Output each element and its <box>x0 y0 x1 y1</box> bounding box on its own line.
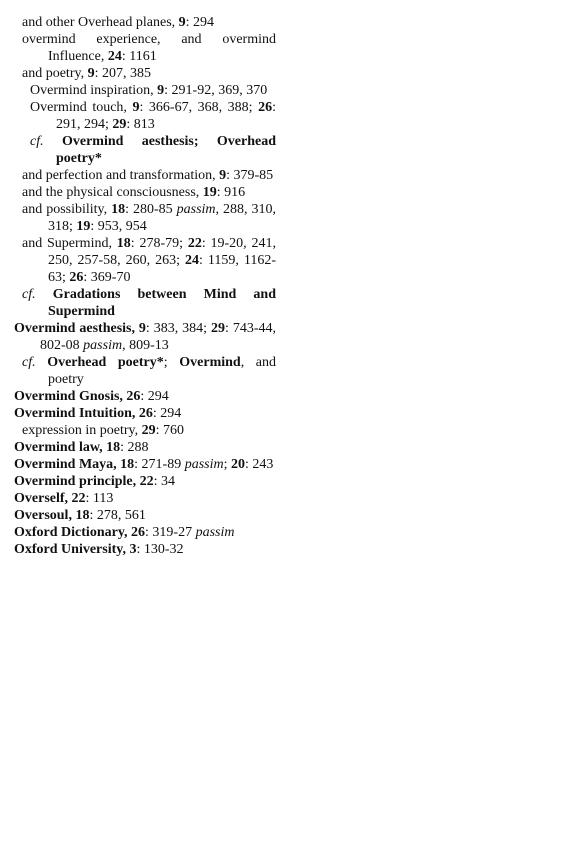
index-entry-text: 24 <box>107 49 122 64</box>
index-entry-text: Overmind aesthesis, <box>14 321 139 336</box>
index-entry-text: overmind experience, and overmind Influence, <box>22 32 276 64</box>
index-entry-text: : 288 <box>120 440 149 455</box>
index-entry <box>14 82 276 99</box>
index-entry-text: , 809-13 <box>122 338 169 353</box>
index-entry <box>14 507 276 524</box>
index-entry-text: 22 <box>187 236 202 251</box>
index-entry-text: 18 <box>111 202 126 217</box>
index-entry-text: and the physical consciousness, <box>22 185 203 200</box>
index-entry <box>14 14 276 31</box>
index-entry-text: 26 <box>131 525 146 540</box>
index-entry-text: Overmind touch, <box>30 100 133 115</box>
index-entry-text: 26 <box>126 389 141 404</box>
index-entry <box>14 490 276 507</box>
index-entry-text: Overmind Gnosis, <box>14 389 127 404</box>
index-entry-text: : 34 <box>153 474 176 489</box>
index-entry-text: Overmind principle, <box>14 474 140 489</box>
index-entry <box>14 201 276 235</box>
index-entry-text: : 953, 954 <box>90 219 147 234</box>
index-entry-text: cf. <box>22 287 36 302</box>
index-entry-text: 26 <box>69 270 84 285</box>
index-entry <box>14 31 276 65</box>
index-entry-text: Overmind Intuition, <box>14 406 139 421</box>
index-entry <box>14 286 276 320</box>
index-entry-text: passim <box>184 457 224 472</box>
index-entry-text: : 278-79; <box>130 236 188 251</box>
index-entry-text: , 288, 310, 318; <box>48 202 276 234</box>
index-entry-text: : 743-44, 802-08 <box>40 321 276 353</box>
index-entry-text: 18 <box>75 508 90 523</box>
index-entry-text: : 379-85 <box>226 168 274 183</box>
index-entry <box>14 456 276 473</box>
index-entry-text: cf. <box>22 355 36 370</box>
index-entry-text: : 291-92, 369, 370 <box>164 83 268 98</box>
index-entry-text: Overmind aesthesis; Overhead poetry* <box>43 134 276 166</box>
index-entry-text: : 369-70 <box>83 270 131 285</box>
index-entry-text: : 294 <box>185 15 215 30</box>
index-entry <box>14 235 276 286</box>
index-entry-text: 9 <box>219 168 227 183</box>
index-entry-text: : 113 <box>85 491 114 506</box>
index-entry-text: 19 <box>76 219 91 234</box>
index-entry-text: 9 <box>138 321 146 336</box>
index-entry <box>14 65 276 82</box>
index-entry <box>14 405 276 422</box>
index-entry-text: : 916 <box>216 185 246 200</box>
index-entry-text: : 294 <box>140 389 169 404</box>
index-entry-text: Gradations between Mind and Supermind <box>35 287 276 319</box>
index-entry-text: cf. <box>30 134 44 149</box>
index-entry-text: ; <box>163 355 180 370</box>
index-entry <box>14 388 276 405</box>
index-entry-text: : 130-32 <box>136 542 184 557</box>
index-entry-text: : 366-67, 368, 388; <box>139 100 259 115</box>
index-entry-text: Overmind <box>179 355 241 370</box>
index-entry-text: and perfection and transformation, <box>22 168 220 183</box>
index-entry <box>14 422 276 439</box>
index-entry-text: 29 <box>141 423 156 438</box>
index-entry-text: 9 <box>87 66 95 81</box>
index-entry-text: Oversoul, <box>14 508 76 523</box>
index-entry-text: passim <box>83 338 123 353</box>
index-entry-text: : 271-89 <box>134 457 185 472</box>
index-entry-text: 9 <box>132 100 140 115</box>
index-entry <box>14 133 276 167</box>
index-entry-text: 26 <box>258 100 273 115</box>
index-entry-text: : 243 <box>245 457 274 472</box>
index-entry-text: : 207, 385 <box>94 66 151 81</box>
index-entry-text: and poetry, <box>22 66 88 81</box>
index-entry-text: Overmind law, <box>14 440 107 455</box>
index-entry-text: 9 <box>178 15 186 30</box>
index-entry-text: 29 <box>211 321 225 336</box>
index-entry <box>14 320 276 354</box>
index-entry-text: Overmind inspiration, <box>30 83 158 98</box>
index-entry-text: 3 <box>129 542 137 557</box>
index-entry-text: ; <box>223 457 232 472</box>
index-entry-text: expression in poetry, <box>22 423 142 438</box>
index-entry-text: : 278, 561 <box>89 508 146 523</box>
index-entry-text: : 294 <box>152 406 182 421</box>
index-entry-text: and possibility, <box>22 202 112 217</box>
index-entry-text: 18 <box>116 236 131 251</box>
index-entry-text: : 813 <box>126 117 155 132</box>
index-entry-text: : 1161 <box>121 49 157 64</box>
index-entry-text: Overhead poetry* <box>35 355 164 370</box>
index-entry-text: 20 <box>231 457 246 472</box>
index-entry <box>14 473 276 490</box>
index-entry-text: : 383, 384; <box>145 321 211 336</box>
index-entry-text: : 1159, 1162-63; <box>48 253 276 285</box>
index-entry-text: : 280-85 <box>125 202 177 217</box>
index-entry-text: 9 <box>157 83 165 98</box>
index-entry <box>14 99 276 133</box>
index-entry-text: passim <box>176 202 216 217</box>
index-entry-text: 18 <box>120 457 135 472</box>
index-entry-text: 22 <box>71 491 86 506</box>
index-entry-text: Oxford Dictionary, <box>14 525 132 540</box>
index-entry-text: 26 <box>138 406 153 421</box>
index-entry <box>14 439 276 456</box>
index-entry <box>14 524 276 541</box>
index-list <box>14 14 276 558</box>
index-entry-text: 18 <box>106 440 121 455</box>
index-entry <box>14 167 276 184</box>
index-entry-text: passim <box>195 525 235 540</box>
index-entry-text: 22 <box>139 474 154 489</box>
index-entry <box>14 354 276 388</box>
index-entry-text: Overmind Maya, <box>14 457 121 472</box>
index-entry-text: 19 <box>202 185 217 200</box>
index-entry-text: : 319-27 <box>145 525 196 540</box>
index-entry-text: and Supermind, <box>22 236 117 251</box>
index-entry-text: , and poetry <box>48 355 277 387</box>
index-entry-text: : 19-20, 241, 250, 257-58, 260, 263; <box>48 236 276 268</box>
index-entry <box>14 184 276 201</box>
index-entry <box>14 541 276 558</box>
index-entry-text: : 291, 294; <box>56 100 276 132</box>
index-entry-text: 29 <box>112 117 127 132</box>
index-entry-text: and other Overhead planes, <box>22 15 179 30</box>
index-entry-text: 24 <box>185 253 199 268</box>
index-entry-text: Overself, <box>14 491 72 506</box>
index-entry-text: Oxford University, <box>14 542 130 557</box>
index-entry-text: : 760 <box>155 423 185 438</box>
